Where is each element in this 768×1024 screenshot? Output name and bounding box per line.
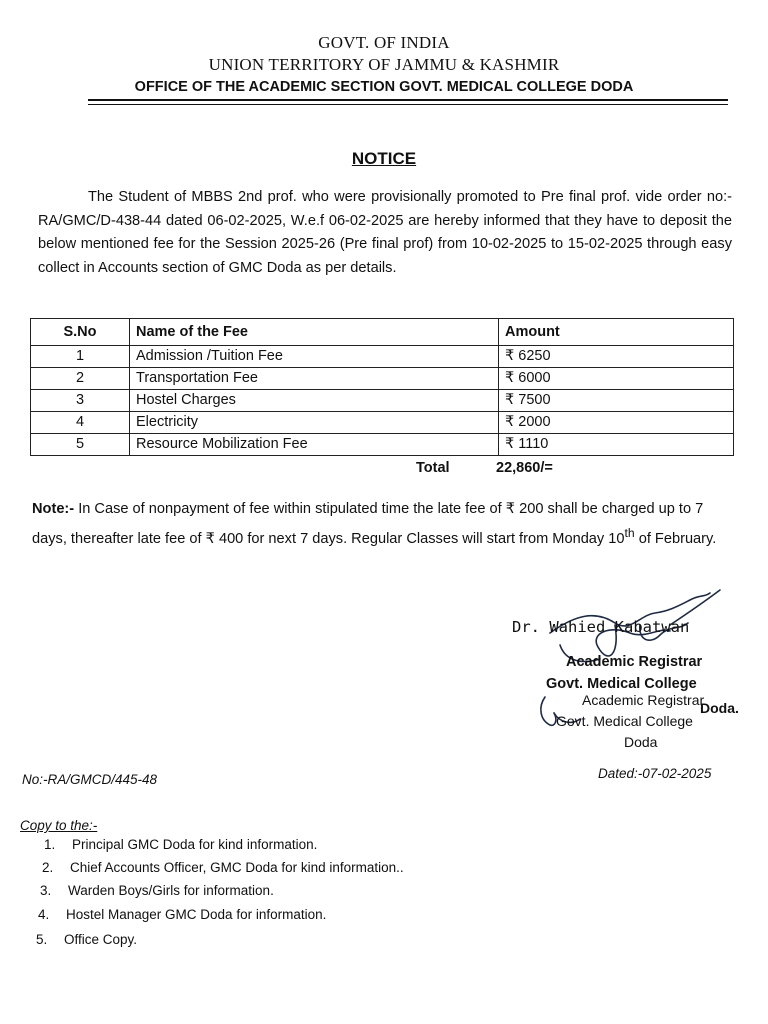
row-sno: 2 xyxy=(31,368,130,390)
fee-table xyxy=(30,318,734,456)
column-header-sno: S.No xyxy=(31,319,130,346)
signatory-name: Dr. Wahied Kabatwan xyxy=(512,618,690,636)
list-item-number: 5. xyxy=(36,932,48,947)
row-fee-name: Hostel Charges xyxy=(130,390,499,412)
list-item xyxy=(36,932,137,947)
notice-body: The Student of MBBS 2nd prof. who were provisionally promoted to Pre final prof. vide order no:-RA/GMC/D-438-44 dated 06-02-2025, W.e.f 06-02-2025 are hereby informed that they have to deposit the below mentioned fee for the Session 2025-26 (Pre final prof) from 10-02-2025 to 15-02-2025 through easy collect in Accounts section of GMC Doda as per details. xyxy=(38,189,732,276)
total-label: Total xyxy=(416,460,450,476)
table-row xyxy=(31,434,734,456)
note-text-part2: of February. xyxy=(634,530,717,547)
header-union-territory: UNION TERRITORY OF JAMMU & KASHMIR xyxy=(208,55,560,74)
note-text-part1: In Case of nonpayment of fee within stipulated time the late fee of ₹ 200 shall be charged up to 7 days, thereafter late fee of ₹ 400 for next 7 days. Regular Classes will start from Monday 10 xyxy=(32,501,704,547)
row-fee-name: Transportation Fee xyxy=(130,368,499,390)
total-value: 22,860/= xyxy=(496,460,553,476)
row-amount: ₹ 1110 xyxy=(499,434,734,456)
list-item-number: 4. xyxy=(38,907,50,922)
row-amount: ₹ 6250 xyxy=(499,346,734,368)
late-fee-note xyxy=(32,497,732,551)
list-item-text: Hostel Manager GMC Doda for information. xyxy=(66,907,327,922)
list-item xyxy=(40,883,274,898)
row-sno: 4 xyxy=(31,412,130,434)
copy-to-heading: Copy to the:- xyxy=(20,818,98,833)
header-office: OFFICE OF THE ACADEMIC SECTION GOVT. MEDICAL COLLEGE DODA xyxy=(134,79,634,95)
table-row xyxy=(31,346,734,368)
signatory-designation: Academic Registrar xyxy=(582,692,705,708)
row-amount: ₹ 6000 xyxy=(499,368,734,390)
row-sno: 1 xyxy=(31,346,130,368)
list-item-text: Warden Boys/Girls for information. xyxy=(68,883,274,898)
stamp-location: Doda. xyxy=(700,700,739,716)
signatory-location: Doda xyxy=(624,734,658,750)
list-item xyxy=(44,837,317,852)
header-rule-thin xyxy=(88,104,728,105)
note-label: Note:- xyxy=(32,501,75,517)
notice-title: NOTICE xyxy=(351,149,417,168)
list-item-text: Chief Accounts Officer, GMC Doda for kind information.. xyxy=(70,860,404,875)
list-item-text: Principal GMC Doda for kind information. xyxy=(72,837,318,852)
list-item-number: 3. xyxy=(40,883,52,898)
table-row xyxy=(31,390,734,412)
list-item-number: 2. xyxy=(42,860,54,875)
header-rule-thick xyxy=(88,99,728,101)
header-govt-of-india: GOVT. OF INDIA xyxy=(318,33,450,52)
note-superscript: th xyxy=(624,526,635,540)
row-fee-name: Admission /Tuition Fee xyxy=(130,346,499,368)
fee-table-header-row xyxy=(31,319,734,346)
table-row xyxy=(31,368,734,390)
list-item-text: Office Copy. xyxy=(64,932,138,947)
stamp-institution: Govt. Medical College xyxy=(546,676,697,692)
list-item-number: 1. xyxy=(44,837,56,852)
signatory-institution: Govt. Medical College xyxy=(556,713,693,729)
row-fee-name: Resource Mobilization Fee xyxy=(130,434,499,456)
row-sno: 3 xyxy=(31,390,130,412)
table-row xyxy=(31,412,734,434)
row-sno: 5 xyxy=(31,434,130,456)
column-header-fee-name: Name of the Fee xyxy=(130,319,499,346)
row-amount: ₹ 2000 xyxy=(499,412,734,434)
dated: Dated:-07-02-2025 xyxy=(598,766,712,781)
column-header-amount: Amount xyxy=(499,319,734,346)
row-fee-name: Electricity xyxy=(130,412,499,434)
stamp-designation: Academic Registrar xyxy=(566,654,703,670)
list-item xyxy=(42,860,404,875)
reference-number: No:-RA/GMCD/445-48 xyxy=(22,772,158,787)
row-amount: ₹ 7500 xyxy=(499,390,734,412)
list-item xyxy=(38,907,326,922)
